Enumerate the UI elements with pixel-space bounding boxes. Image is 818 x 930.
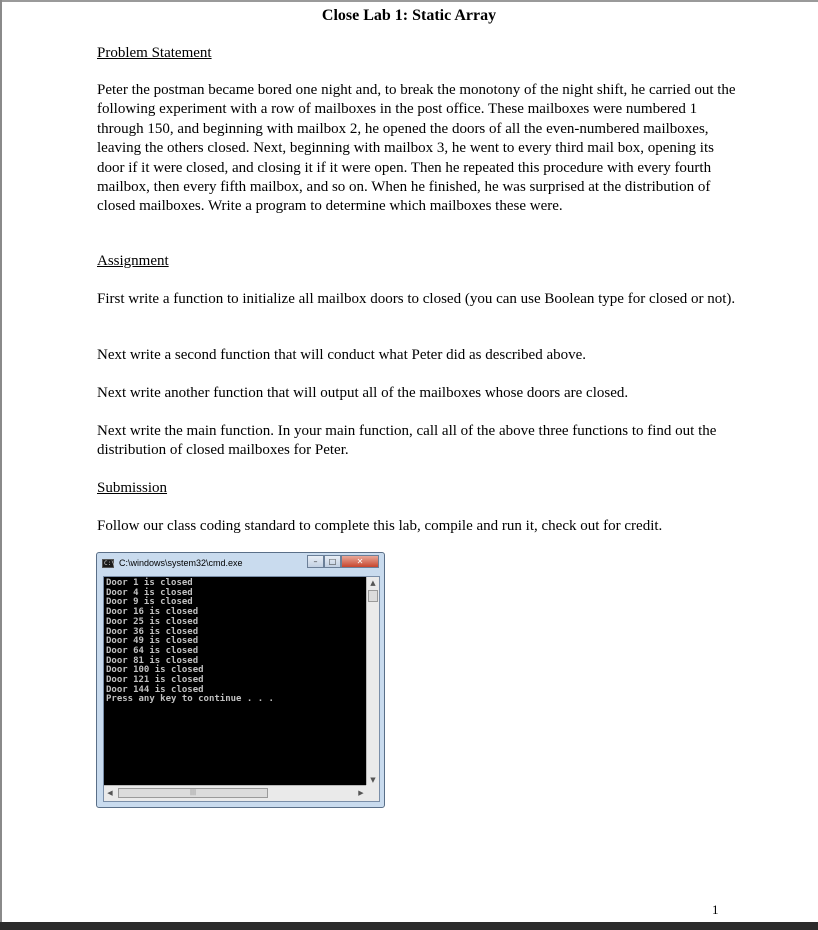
console-line: Door 81 is closed bbox=[106, 655, 199, 666]
console-line: Door 49 is closed bbox=[106, 636, 199, 647]
maximize-icon[interactable]: □ bbox=[324, 555, 341, 568]
console-line: Door 100 is closed bbox=[106, 665, 204, 676]
problem-statement-text: Peter the postman became bored one night and, to break the monotony of the night shift, he carried out the following experiment with a row of mailboxes in the post office. These mailboxes were numbered 1 through 150, and beginning with mailbox 2, he opened the doors of all the even-numbered mailboxes, leaving the others closed. Next, beginning with mailbox 3, he went to every third mail box, opening its door if it were closed, and closing it if it were open. Then he repeated this procedure with every fourth mailbox, then every fifth mailbox, and so on. When he finished, he was surprised at the distribution of closed mailboxes. Write a program to determine which mailboxes these were. bbox=[97, 82, 736, 215]
vertical-scroll-thumb[interactable] bbox=[368, 590, 378, 602]
document-title: Close Lab 1: Static Array bbox=[321, 7, 497, 24]
console-line: Door 9 is closed bbox=[106, 597, 193, 608]
assignment-paragraph-1: First write a function to initialize all mailbox doors to closed (you can use Boolean type for closed or not). bbox=[97, 291, 736, 307]
console-line: Door 64 is closed bbox=[106, 645, 199, 656]
page-number: 1 bbox=[712, 902, 719, 917]
assignment-paragraph-3: Next write another function that will output all of the mailboxes whose doors are closed. bbox=[97, 385, 629, 401]
scroll-down-icon[interactable]: ▼ bbox=[370, 776, 376, 784]
console-window-title: C:\windows\system32\cmd.exe bbox=[119, 558, 243, 568]
submission-heading: Submission bbox=[97, 480, 168, 496]
page-bottom-bar bbox=[0, 922, 818, 930]
console-line: Door 4 is closed bbox=[106, 587, 193, 598]
scroll-right-icon[interactable]: ▶ bbox=[358, 789, 364, 797]
assignment-heading: Assignment bbox=[97, 253, 169, 269]
page-border-top bbox=[0, 0, 818, 2]
window-controls bbox=[307, 555, 379, 569]
console-output-area bbox=[103, 576, 380, 802]
console-line: Press any key to continue . . . bbox=[106, 694, 274, 705]
horizontal-scrollbar[interactable] bbox=[104, 785, 367, 801]
minimize-icon[interactable]: – bbox=[307, 555, 324, 568]
console-line: Door 16 is closed bbox=[106, 607, 199, 618]
console-window bbox=[96, 552, 385, 808]
console-line: Door 25 is closed bbox=[106, 616, 199, 627]
vertical-scrollbar[interactable] bbox=[366, 577, 379, 786]
console-titlebar bbox=[97, 553, 384, 575]
console-line: Door 121 is closed bbox=[106, 675, 204, 686]
resize-corner[interactable] bbox=[366, 785, 379, 801]
assignment-paragraph-2: Next write a second function that will conduct what Peter did as described above. bbox=[97, 347, 587, 363]
console-line: Door 1 is closed bbox=[106, 578, 193, 588]
problem-statement-heading: Problem Statement bbox=[97, 45, 212, 61]
console-line: Door 144 is closed bbox=[106, 684, 204, 695]
assignment-paragraph-4: Next write the main function. In your main function, call all of the above three functions to find out the distribution of closed mailboxes for Peter. bbox=[97, 423, 717, 459]
close-icon[interactable]: ✕ bbox=[341, 555, 379, 568]
submission-text: Follow our class coding standard to complete this lab, compile and run it, check out for credit. bbox=[97, 518, 663, 534]
scroll-up-icon[interactable]: ▲ bbox=[370, 579, 376, 587]
console-icon: C:\ bbox=[104, 560, 115, 567]
scroll-left-icon[interactable]: ◀ bbox=[107, 789, 113, 797]
console-output bbox=[106, 579, 274, 705]
console-line: Door 36 is closed bbox=[106, 626, 199, 637]
page-border-left bbox=[0, 0, 2, 922]
horizontal-scroll-thumb[interactable]: ||| bbox=[118, 788, 268, 798]
